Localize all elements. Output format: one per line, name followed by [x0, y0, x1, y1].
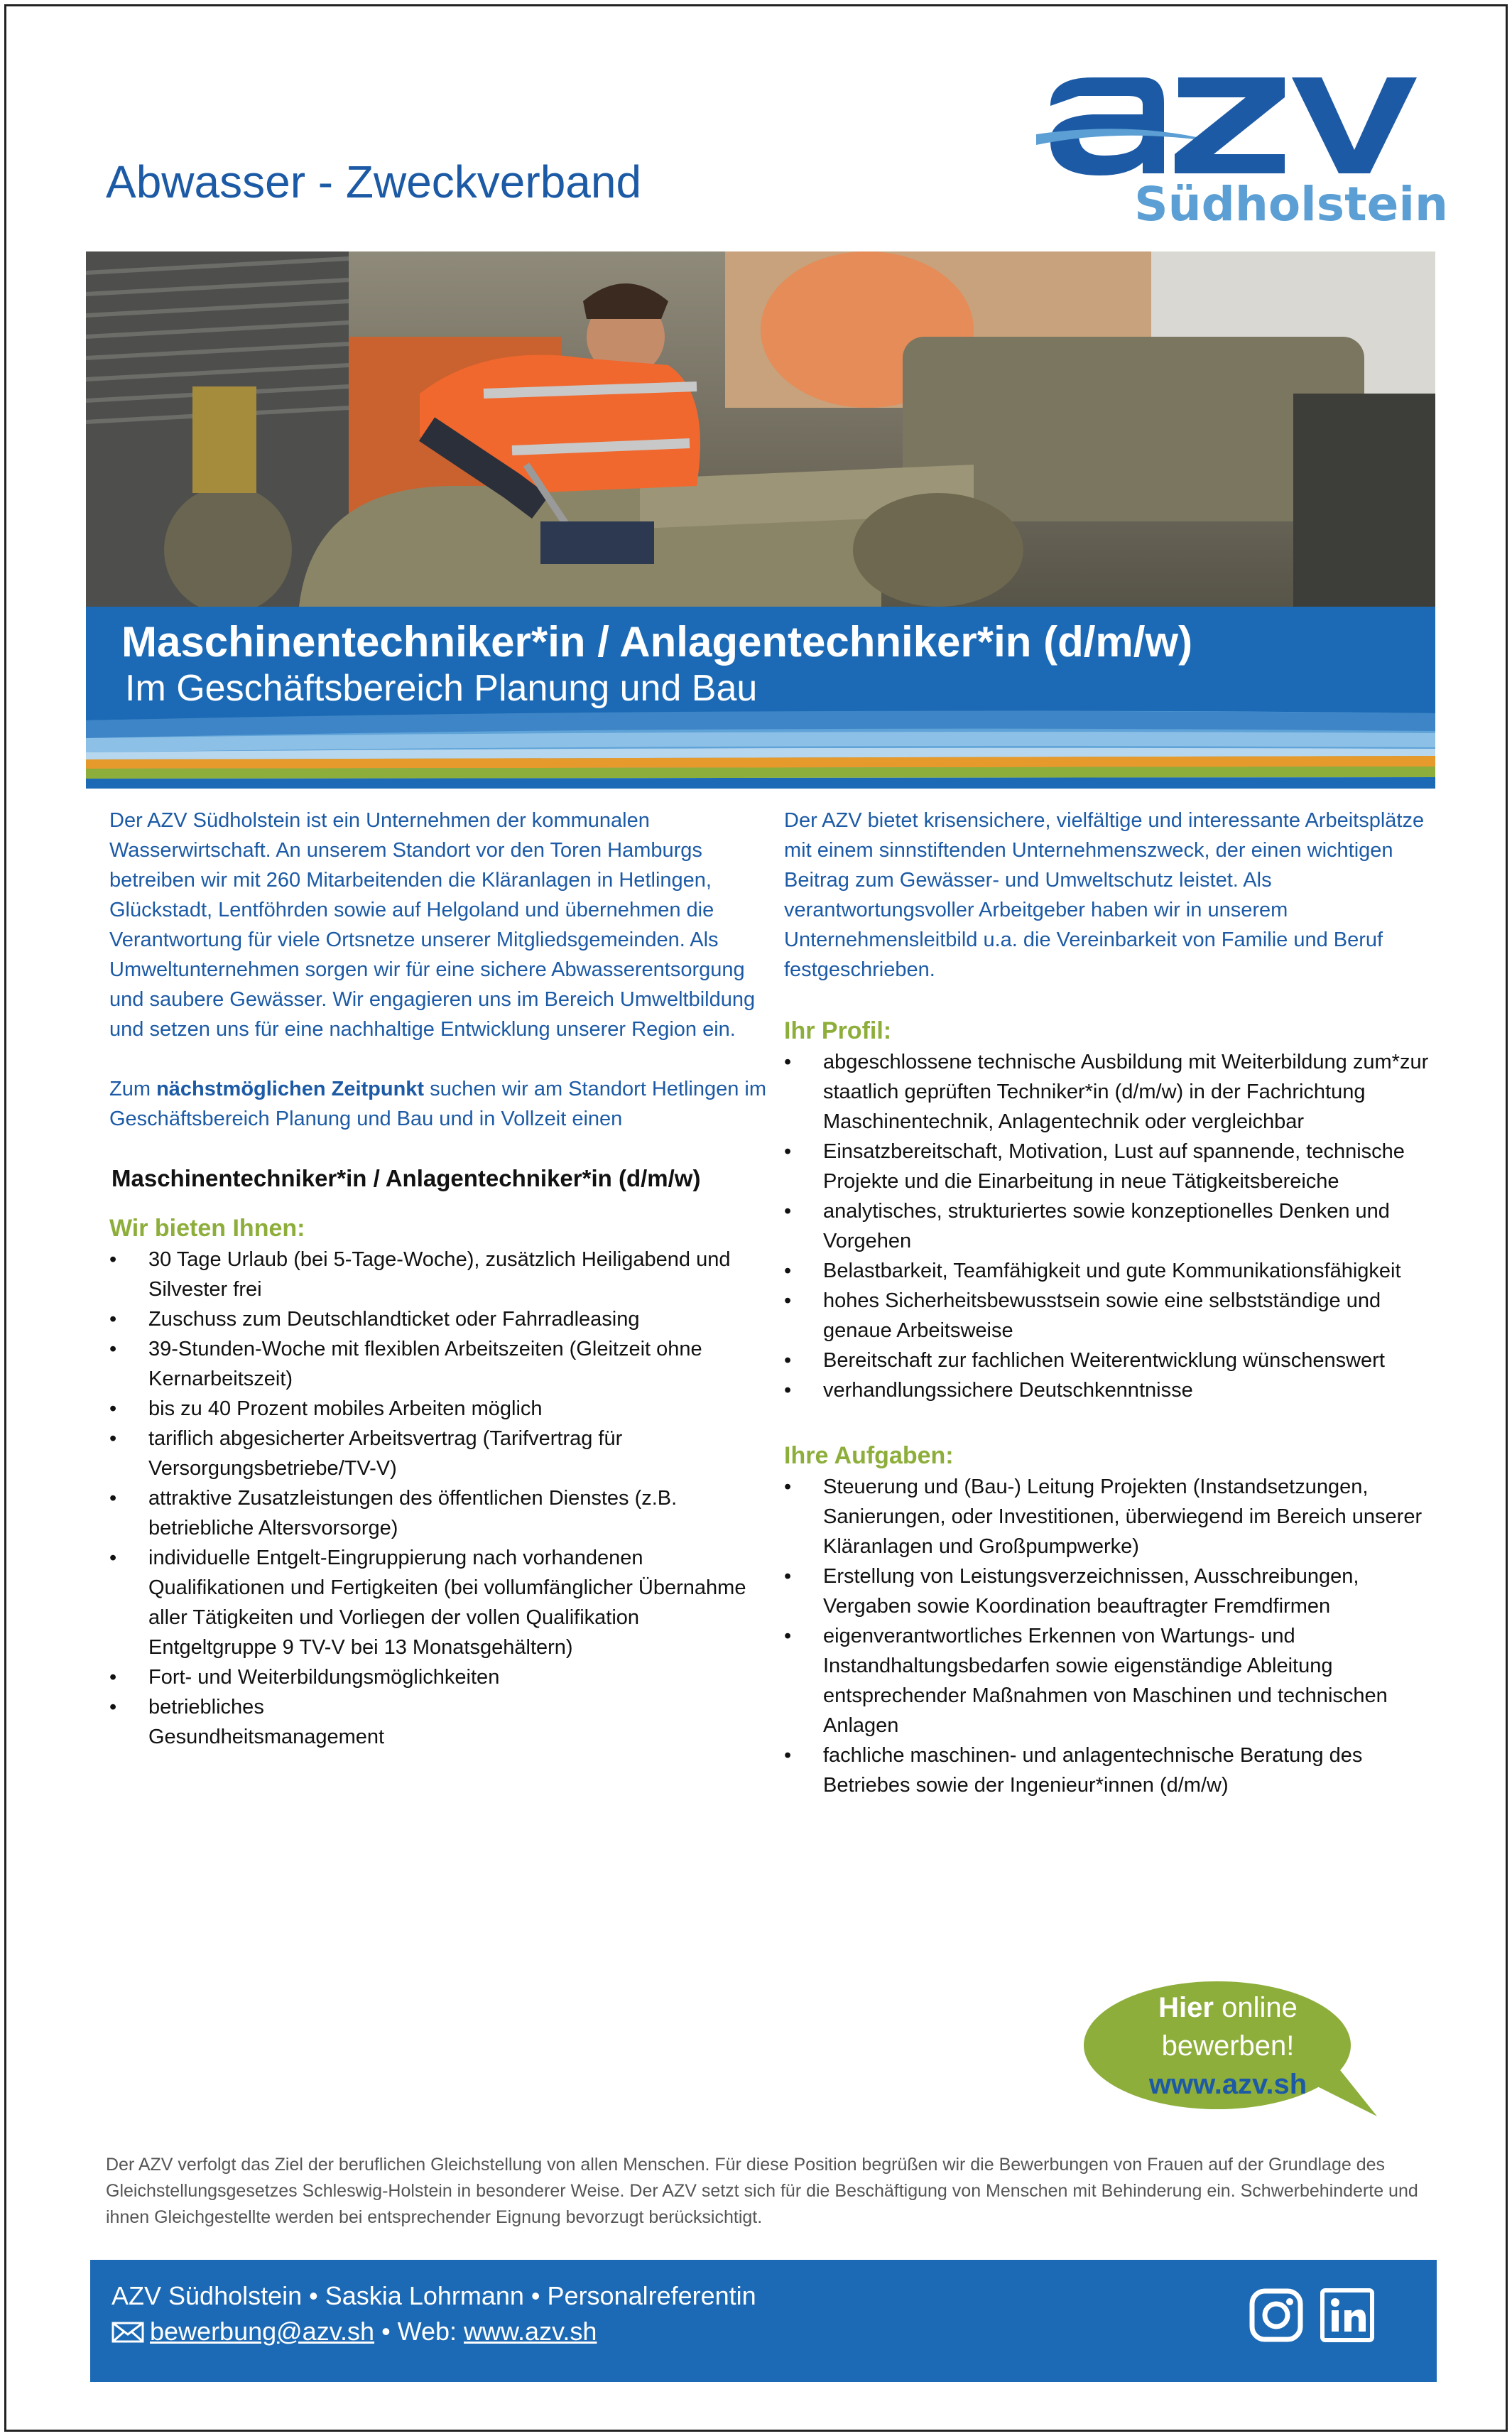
list-item: • Erstellung von Leistungsverzeichnissen, Ausschreibungen, Vergaben sowie Koordination beauftragter Fremdfirmen — [784, 1561, 1437, 1621]
email-link[interactable]: bewerbung@azv.sh — [150, 2317, 375, 2346]
web-label: • Web: — [374, 2317, 464, 2346]
job-title-line: Maschinentechniker*in / Anlagentechniker*in (d/m/w) — [112, 1165, 701, 1191]
apply-rest2: bewerben! — [1161, 2030, 1295, 2062]
contact-footer — [90, 2260, 1437, 2382]
footer-contact: AZV Südholstein • Saskia Lohrmann • Personalreferentin — [112, 2281, 756, 2310]
list-item: • bis zu 40 Prozent mobiles Arbeiten möglich — [109, 1394, 770, 1424]
left-column — [109, 806, 770, 1752]
search-bold: nächstmöglichen Zeitpunkt — [156, 1078, 425, 1100]
web-link[interactable]: www.azv.sh — [464, 2317, 597, 2346]
search-prefix: Zum — [109, 1078, 157, 1100]
list-item: • Fort- und Weiterbildungsmöglichkeiten — [109, 1662, 770, 1692]
apply-url-link[interactable]: www.azv.sh — [1148, 2069, 1307, 2100]
list-item: • verhandlungssichere Deutschkenntnisse — [784, 1375, 1437, 1405]
azv-logo-mark — [1036, 63, 1448, 184]
banner-subtitle: Im Geschäftsbereich Planung und Bau — [125, 668, 758, 709]
profile-list — [784, 1047, 1437, 1405]
apply-bold: Hier — [1158, 1992, 1214, 2023]
tasks-heading: Ihre Aufgaben: — [784, 1442, 954, 1469]
intro-paragraph: Der AZV Südholstein ist ein Unternehmen der kommunalen Wasserwirtschaft. An unserem Standort vor den Toren Hamburgs betreiben wir mit 260 Mitarbeitenden die Kläranlagen in Hetlingen, Glückstadt, Lentföhrden sowie auf Helgoland und übernehmen die Verantwortung für viele Ortsnetze unserer Mitgliedsgemeinden. Als Umweltunternehmen sorgen wir für eine sichere Abwasserentsorgung und saubere Gewässer. Wir engagieren uns im Bereich Umweltbildung und setzen uns für eine nachhaltige Entwicklung unserer Region ein. — [109, 809, 756, 1041]
search-suffix: suchen wir am Standort Hetlingen im Geschäftsbereich Planung und Bau und in Vollzeit einen — [109, 1078, 767, 1130]
equality-disclaimer: Der AZV verfolgt das Ziel der beruflichen Gleichstellung von allen Menschen. Für diese Position begrüßen wir die Bewerbungen von Frauen auf der Grundlage des Gleichstellungsgesetzes Schleswig-Holstein in besonderer Weise. Der AZV setzt sich für die Beschäftigung von Menschen mit Behinderung ein. Schwerbehinderte und ihnen Gleichgestellte werden bei entsprechender Eignung bevorzugt berücksichtigt. — [106, 2155, 1418, 2227]
list-item: • Bereitschaft zur fachlichen Weiterentwicklung wünschenswert — [784, 1346, 1437, 1375]
list-item: • betriebliches Gesundheitsmanagement — [109, 1692, 422, 1752]
list-item: • Belastbarkeit, Teamfähigkeit und gute Kommunikationsfähigkeit — [784, 1256, 1437, 1286]
list-item: • analytisches, strukturiertes sowie konzeptionelles Denken und Vorgehen — [784, 1196, 1437, 1256]
list-item: • hohes Sicherheitsbewusstsein sowie eine selbstständige und genaue Arbeitsweise — [784, 1286, 1437, 1346]
list-item: • tariflich abgesicherter Arbeitsvertrag (Tarifvertrag für Versorgungsbetriebe/TV-V) — [109, 1424, 770, 1483]
apply-call-to-action[interactable] — [1097, 1988, 1359, 2104]
list-item: • eigenverantwortliches Erkennen von Wartungs- und Instandhaltungsbedarfen sowie eigenständige Ableitung entsprechender Maßnahmen von Maschinen und technischen Anlagen — [784, 1621, 1437, 1741]
mail-icon — [112, 2322, 144, 2343]
list-item: • individuelle Entgelt-Eingruppierung nach vorhandenen Qualifikationen und Fertigkeiten (bei vollumfänglicher Übernahme aller Tätigkeiten und Vorliegen der vollen Qualifikation Entgeltgruppe 9 TV-V bei 13 Monatsgehältern) — [109, 1543, 770, 1662]
instagram-icon[interactable] — [1248, 2287, 1305, 2344]
profile-heading: Ihr Profil: — [784, 1017, 892, 1044]
hero-banner — [86, 251, 1435, 799]
list-item: • abgeschlossene technische Ausbildung mit Weiterbildung zum*zur staatlich geprüften Techniker*in (d/m/w) in der Fachrichtung Maschinentechnik, Anlagentechnik oder vergleichbar — [784, 1047, 1437, 1137]
banner-title: Maschinentechniker*in / Anlagentechniker*in (d/m/w) — [121, 618, 1193, 666]
about-paragraph: Der AZV bietet krisensichere, vielfältige und interessante Arbeitsplätze mit einem sinnstiftenden Unternehmenszweck, der einen wichtigen Beitrag zum Gewässer- und Umweltschutz leistet. Als verantwortungsvoller Arbeitgeber haben wir in unserem Unternehmensleitbild u.a. die Vereinbarkeit von Familie und Beruf festgeschrieben. — [784, 809, 1425, 981]
list-item: • Zuschuss zum Deutschlandticket oder Fahrradleasing — [109, 1304, 770, 1334]
technician-photo — [86, 251, 1435, 607]
job-ad-page — [4, 4, 1508, 2432]
tasks-list — [784, 1472, 1437, 1800]
azv-logo — [1036, 63, 1448, 234]
search-paragraph — [109, 1074, 770, 1134]
org-name: Abwasser - Zweckverband — [106, 156, 642, 207]
list-item: • Steuerung und (Bau-) Leitung Projekten (Instandsetzungen, Sanierungen, oder Investitionen, überwiegend im Bereich unserer Kläranlagen und Großpumpwerke) — [784, 1472, 1437, 1561]
list-item: • Einsatzbereitschaft, Motivation, Lust auf spannende, technische Projekte und die Einarbeitung in neue Tätigkeitsbereiche — [784, 1137, 1437, 1196]
list-item: • 39-Stunden-Woche mit flexiblen Arbeitszeiten (Gleitzeit ohne Kernarbeitszeit) — [109, 1334, 770, 1394]
apply-rest1: online — [1213, 1992, 1298, 2023]
list-item: • fachliche maschinen- und anlagentechnische Beratung des Betriebes sowie der Ingenieur*innen (d/m/w) — [784, 1741, 1437, 1800]
linkedin-icon[interactable] — [1319, 2287, 1376, 2344]
right-column — [784, 806, 1437, 1800]
offer-heading: Wir bieten Ihnen: — [109, 1215, 305, 1242]
logo-subtitle: Südholstein — [1134, 177, 1448, 232]
footer-links — [112, 2317, 597, 2346]
list-item: • 30 Tage Urlaub (bei 5-Tage-Woche), zusätzlich Heiligabend und Silvester frei — [109, 1245, 770, 1304]
offer-list — [109, 1245, 770, 1752]
list-item: • attraktive Zusatzleistungen des öffentlichen Dienstes (z.B. betriebliche Altersvorsorge) — [109, 1483, 770, 1543]
